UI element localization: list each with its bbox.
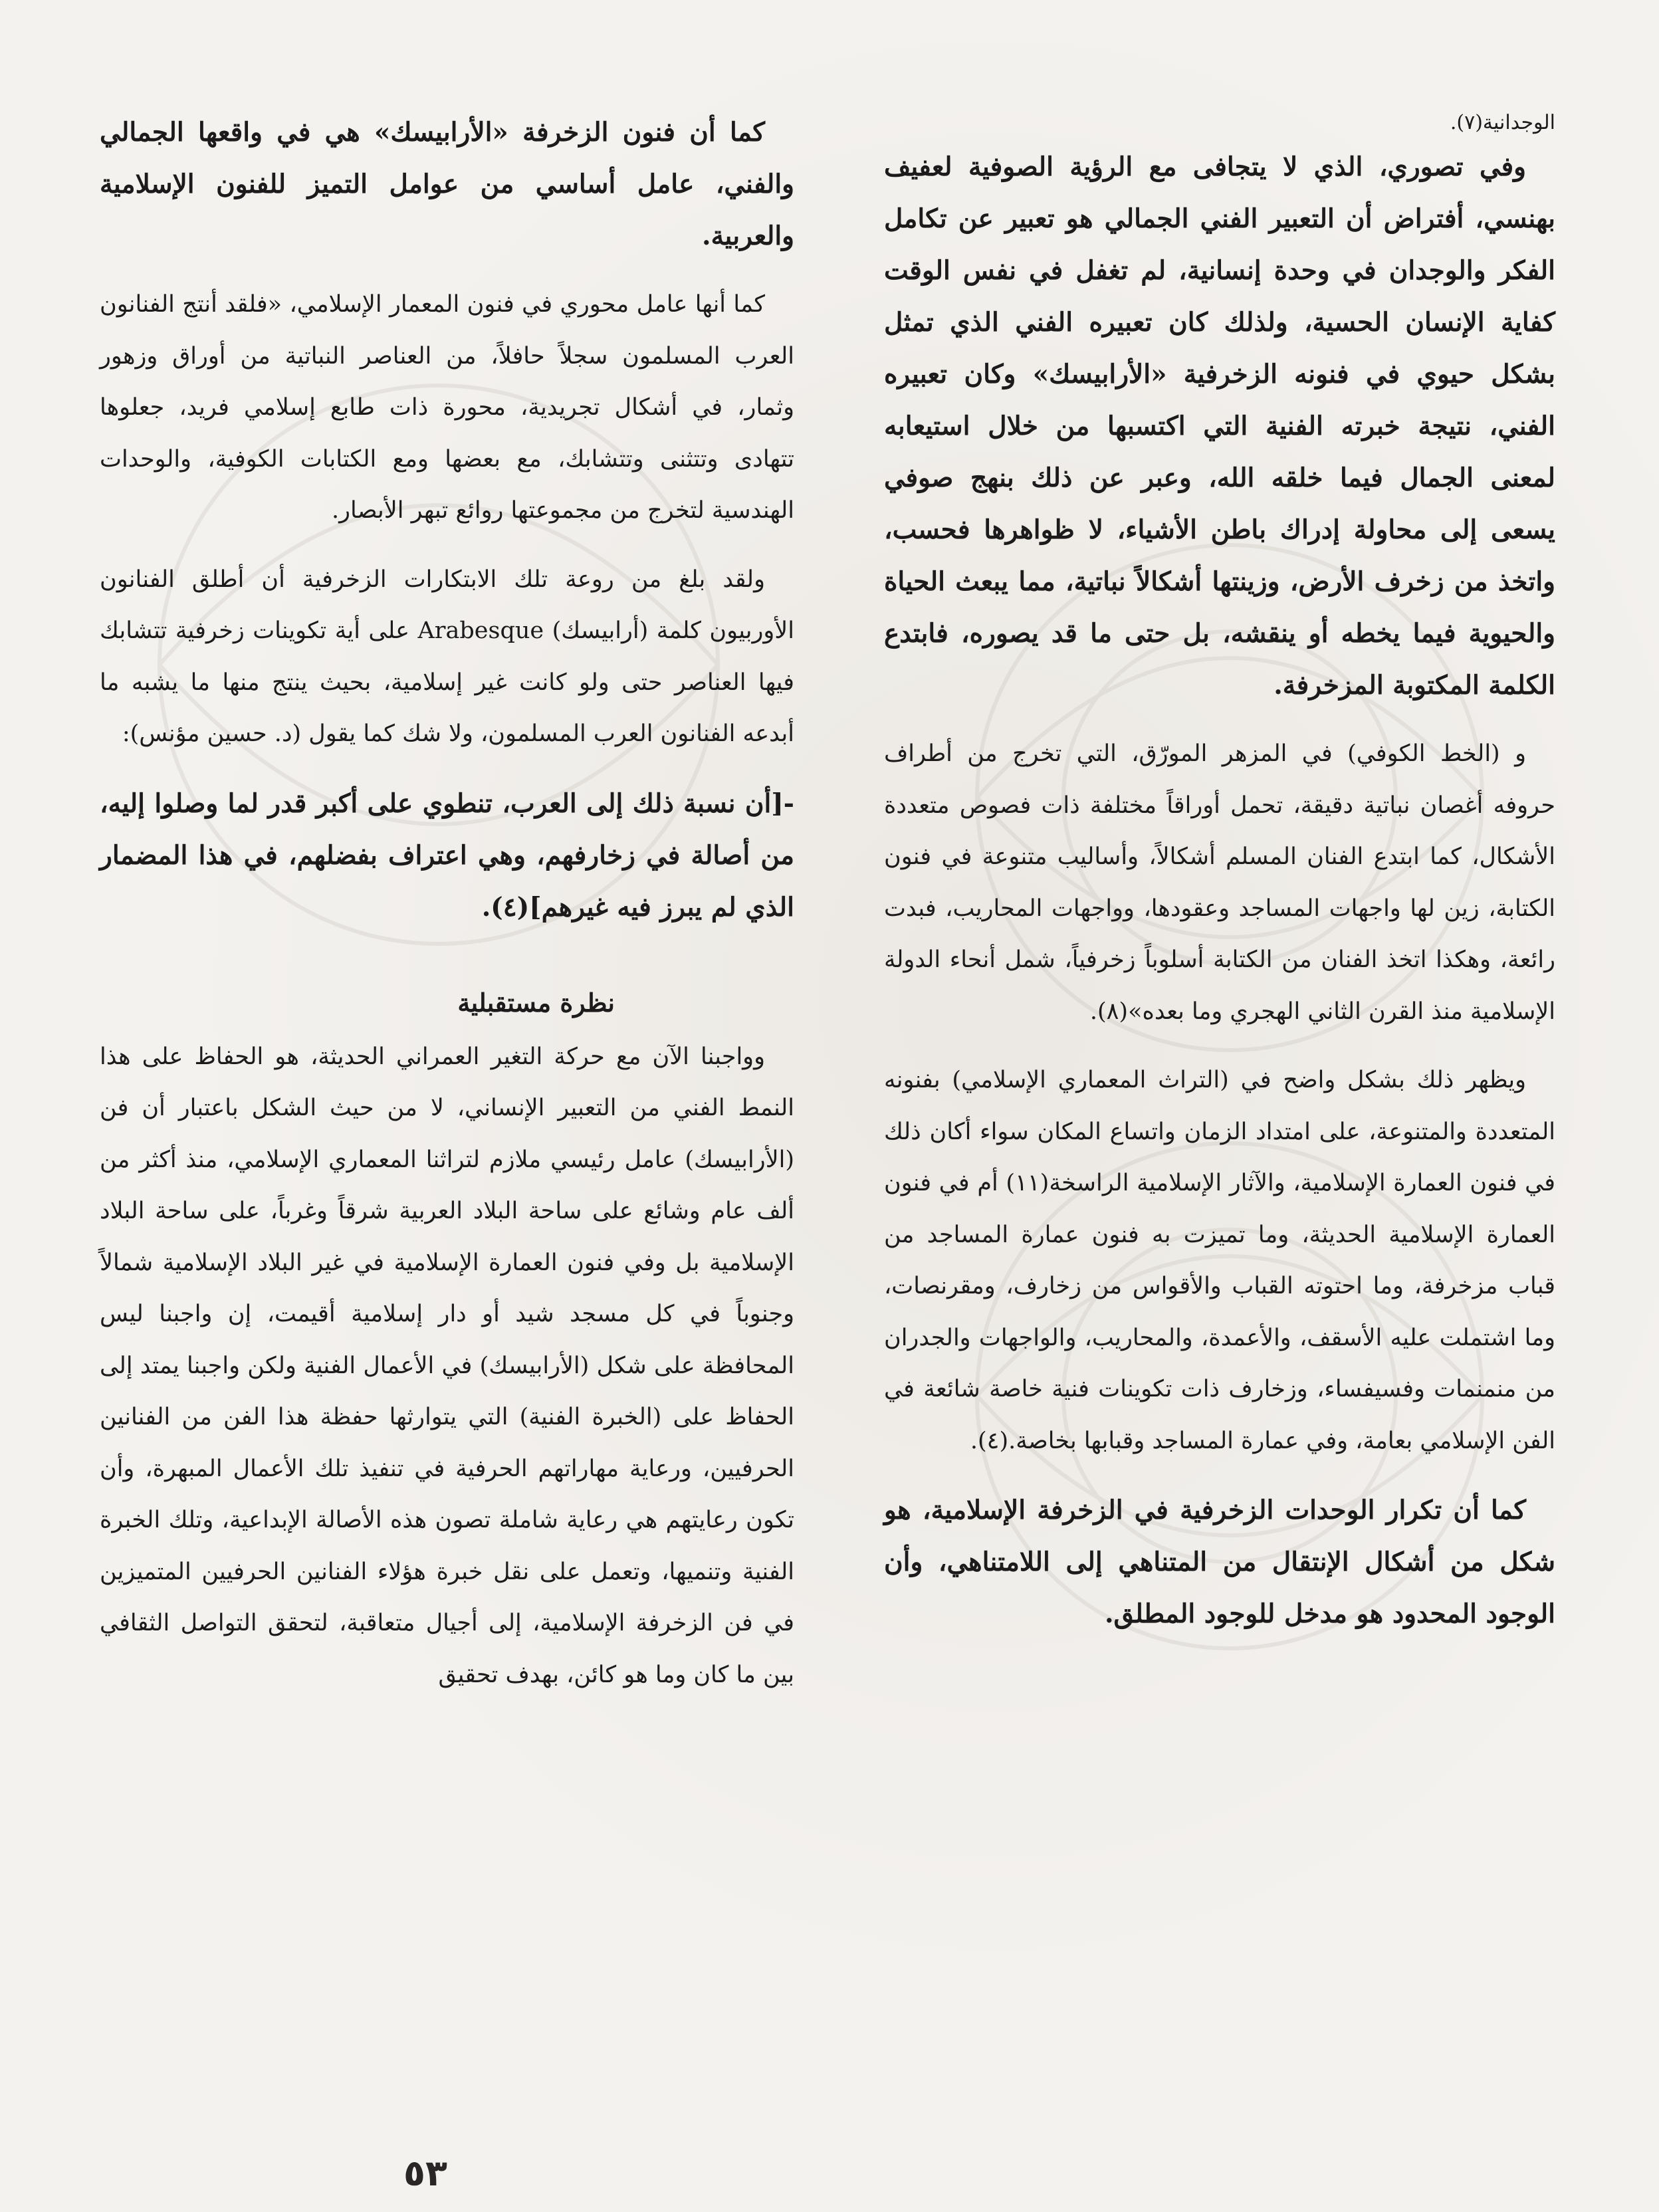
paragraph-arabesque-term: ولقد بلغ من روعة تلك الابتكارات الزخرفية أن أطلق الفنانون الأوربيون كلمة (أرابيسك) Arabesque على أية تكوينات زخرفية تتشابك فيها العناصر حتى ولو كانت غير إسلامية، بحيث ينتج منها ما يشبه ما أبدعه الفنانون العرب المسلمون، ولا شك كما يقول (د. حسين مؤنس): xyxy=(100,566,794,747)
section-heading-future-view: نظرة مستقبلية xyxy=(457,987,615,1018)
left-column xyxy=(100,106,794,1718)
header-note: الوجدانية(٧). xyxy=(1450,111,1555,134)
paragraph-islamic-architecture: كما أنها عامل محوري في فنون المعمار الإسلامي، «فلقد أنتج الفنانون العرب المسلمون سجلاً حافلاً، من العناصر النباتية من أوراق وزهور وثمار، في أشكال تجريدية، محورة ذات طابع إسلامي فريد، جعلوها تتهادى وتتثنى وتتشابك، مع بعضها ومع الكتابات الكوفية، والوحدات الهندسية لتخرج من مجموعتها روائع تبهر الأبصار. xyxy=(100,291,794,524)
paragraph-preservation-duty: وواجبنا الآن مع حركة التغير العمراني الحديثة، هو الحفاظ على هذا النمط الفني من التعبير الإنساني، لا من حيث الشكل باعتبار أن فن (الأرابيسك) عامل رئيسي ملازم لتراثنا المعماري الإسلامي، منذ أكثر من ألف عام وشائع على ساحة البلاد العربية شرقاً وغرباً، على ساحة البلاد الإسلامية بل وفي فنون العمارة الإسلامية في غير البلاد الإسلامية شمالاً وجنوباً في كل مسجد شيد أو دار إسلامية أقيمت، إن واجبنا ليس المحافظة على شكل (الأرابيسك) في الأعمال الفنية ولكن واجبنا يمتد إلى الحفاظ على (الخبرة الفنية) التي يتوارثها حفظة هذا الفن من الفنانين الحرفيين، ورعاية مهاراتهم الحرفية في تنفيذ تلك الأعمال المبهرة، وأن تكون رعايتهم هي رعاية شاملة تصون هذه الأصالة الإبداعية، وتلك الخبرة الفنية وتنميها، وتعمل على نقل خبرة هؤلاء الفنانين الحرفيين المتميزين في فن الزخرفة الإسلامية، إلى أجيال متعاقبة، لتحقق التواصل الثقافي بين ما كان وما هو كائن، بهدف تحقيق xyxy=(100,1043,794,1688)
page-number: ٥٣ xyxy=(403,2152,447,2194)
paragraph-kufic-script: و (الخط الكوفي) في المزهر المورّق، التي تخرج من أطراف حروفه أغصان نباتية دقيقة، تحمل أوراقاً مختلفة ذات فصوص متعددة الأشكال، كما ابتدع الفنان المسلم أشكالاً، وأساليب متنوعة في فنون الكتابة، زين لها واجهات المساجد وعقودها، وواجهات المحاريب، فبدت رائعة، وهكذا اتخذ الفنان من الكتابة أسلوباً زخرفياً، شمل أنحاء الدولة الإسلامية منذ القرن الثاني الهجري وما بعده»(٨). xyxy=(884,740,1555,1025)
quote-hussein-mounes: -[أن نسبة ذلك إلى العرب، تنطوي على أكبر قدر لما وصلوا إليه، من أصالة في زخارفهم، وهي اعتراف بفضلهم، في هذا المضمار الذي لم يبرز فيه غيرهم](٤). xyxy=(100,788,794,923)
right-column xyxy=(884,106,1555,1657)
paragraph-arabesque-distinction: كما أن فنون الزخرفة «الأرابيسك» هي في واقعها الجمالي والفني، عامل أساسي من عوامل التميز للفنون الإسلامية والعربية. xyxy=(100,117,794,251)
paragraph-sufi-vision: وفي تصوري، الذي لا يتجافى مع الرؤية الصوفية لعفيف بهنسي، أفتراض أن التعبير الفني الجمالي هو تعبير عن تكامل الفكر والوجدان في وحدة إنسانية، لم تغفل في نفس الوقت كفاية الإنسان الحسية، ولذلك كان تعبيره الفني الذي تمثل بشكل حيوي في فنونه الزخرفية «الأرابيسك» وكان تعبيره الفني، نتيجة خبرته الفنية التي اكتسبها من خلال استيعابه لمعنى الجمال فيما خلقه الله، وعبر عن ذلك بنهج صوفي يسعى إلى محاولة إدراك باطن الأشياء، لا ظواهرها فحسب، واتخذ من زخرف الأرض، وزينتها أشكالاً نباتية، مما يبعث الحياة والحيوية فيما يخطه أو ينقشه، بل حتى ما قد يصوره، فابتدع الكلمة المكتوبة المزخرفة. xyxy=(884,152,1555,701)
paragraph-repetition-infinity: كما أن تكرار الوحدات الزخرفية في الزخرفة الإسلامية، هو شكل من أشكال الإنتقال من المتناهي إلى اللامتناهي، وأن الوجود المحدود هو مدخل للوجود المطلق. xyxy=(884,1495,1555,1629)
paragraph-architectural-heritage: ويظهر ذلك بشكل واضح في (التراث المعماري الإسلامي) بفنونه المتعددة والمتنوعة، على امتداد الزمان واتساع المكان سواء أكان ذلك في فنون العمارة الإسلامية، والآثار الإسلامية الراسخة(١١) أم في فنون العمارة الإسلامية الحديثة، وما تميزت به فنون عمارة المساجد من قباب مزخرفة، وما احتوته القباب والأقواس من زخارف، ومقرنصات، وما اشتملت عليه الأسقف، والأعمدة، والمحاريب، والواجهات والجدران من منمنمات وفسيفساء، وزخارف ذات تكوينات فنية خاصة شائعة في الفن الإسلامي بعامة، وفي عمارة المساجد وقبابها بخاصة.(٤). xyxy=(884,1067,1555,1454)
